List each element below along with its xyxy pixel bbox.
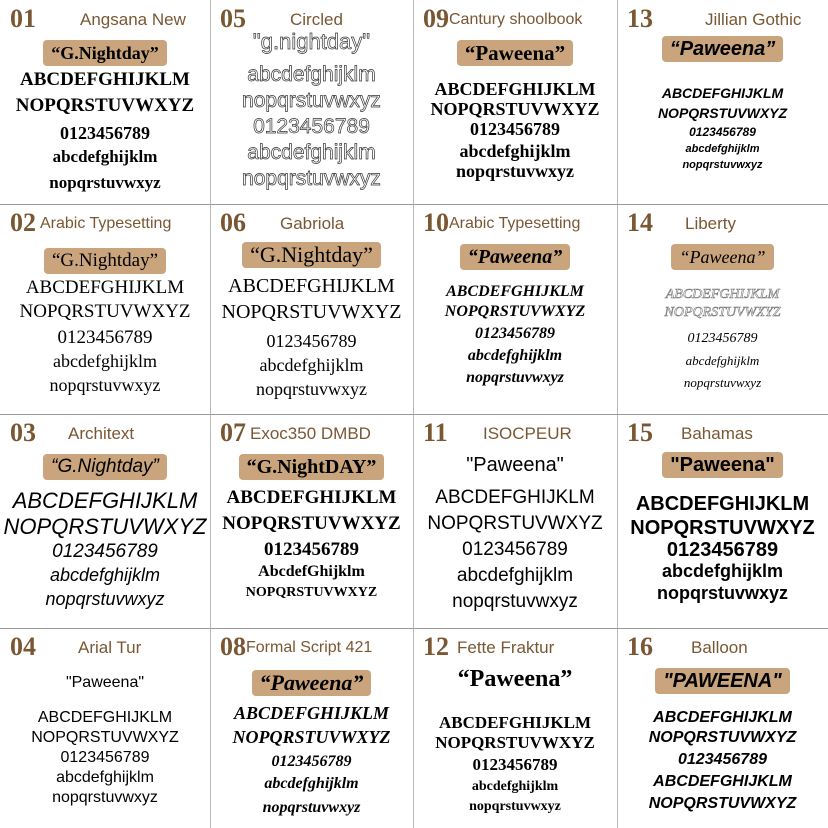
digits-line: 0123456789 [266,331,357,351]
font-sample-cell [617,414,828,628]
uppercase-line-2: NOPQRSTUVWXYZ [221,301,402,323]
uppercase-line-2: nopqrstuvwxyz [242,89,381,112]
digits-line: 0123456789 [666,539,779,561]
font-number: 16 [627,632,653,661]
sample-word: “G.NightDAY” [239,454,385,480]
lowercase-line-2: nopqrstuvwxyz [455,161,575,181]
digits-line: 0123456789 [60,123,150,143]
font-number: 02 [10,208,36,237]
uppercase-line-1: ABCDEFGHIJKLM [446,283,584,300]
uppercase-line-2: NOPQRSTUVWXYZ [648,729,797,746]
font-name: Arabic Typesetting [40,215,172,232]
uppercase-line-1: ABCDEFGHIJKLM [435,487,595,508]
sample-word: "Paweena" [662,452,783,478]
sample-word: “Paweena” [457,40,573,66]
font-number: 07 [220,418,246,447]
sample-word-row [0,454,210,481]
uppercase-line-1: ABCDEFGHIJKLM [25,277,185,298]
uppercase-line-2: NOPQRSTUVWXYZ [444,303,586,320]
lowercase-line-1: abcdefghijklm [259,355,364,375]
lowercase-line-2: nopqrstuvwxyz [52,789,158,806]
font-name: Formal Script 421 [246,639,373,656]
uppercase-line-1: ABCDEFGHIJKLM [37,709,173,726]
lowercase-line-2: NOPQRSTUVWXYZ [648,795,797,812]
digits-line: 0123456789 [264,539,359,560]
sample-word-row [210,670,413,699]
uppercase-line-2: NOPQRSTUVWXYZ [15,95,195,116]
font-sample-cell [617,0,828,204]
font-name: Jillian Gothic [705,10,802,29]
lowercase-line-2: nopqrstuvwxyz [49,375,161,395]
digits-line: 0123456789 [689,125,756,139]
lowercase-line-2: nopqrstuvwxyz [656,583,789,603]
font-name: Gabriola [280,214,345,233]
sample-word-row [617,36,828,64]
font-sample-cell [210,204,413,414]
uppercase-line-2: NOPQRSTUVWXYZ [232,727,391,747]
font-number: 05 [220,4,246,33]
font-number: 10 [423,208,449,237]
lowercase-line-2: nopqrstuvwxyz [242,167,381,190]
lowercase-line-2: nopqrstuvwxyz [45,589,165,609]
lowercase-line-1: abcdefghijklm [685,353,760,368]
uppercase-line-2: NOPQRSTUVWXYZ [3,514,207,539]
font-number: 11 [423,418,448,447]
font-number: 06 [220,208,246,237]
sample-word-row [210,454,413,482]
font-name: Circled [290,10,343,29]
lowercase-line-1: abcdefghijklm [456,565,574,586]
sample-word-row [413,244,617,272]
lowercase-line-1: abcdefghijklm [264,775,359,792]
font-number: 08 [220,632,246,661]
font-number: 15 [627,418,653,447]
digits-line: 0123456789 [687,331,758,346]
uppercase-line-2: NOPQRSTUVWXYZ [427,513,603,534]
sample-word: "PAWEENA" [655,668,790,694]
digits-line: 0123456789 [52,541,158,562]
digits-line: 0123456789 [472,755,558,774]
sample-word: “G.Nightday” [43,454,167,480]
font-sample-cell [0,204,210,414]
uppercase-line-2: NOPQRSTUVWXYZ [657,105,788,121]
font-name: Architext [68,424,135,443]
font-number: 13 [627,4,653,33]
uppercase-line-1: ABCDEFGHIJKLM [438,713,592,732]
sample-word-row [0,672,210,694]
sample-word-row [210,28,413,59]
font-sample-cell [413,204,617,414]
uppercase-line-1: ABCDEFGHIJKLM [20,69,190,90]
font-name: Fette Fraktur [457,638,555,657]
uppercase-line-2: NOPQRSTUVWXYZ [435,733,595,752]
font-sample-cell [413,628,617,828]
uppercase-line-1: ABCDEFGHIJKLM [233,703,390,723]
uppercase-line-2: NOPQRSTUVWXYZ [630,517,815,539]
digits-line: 0123456789 [475,325,555,342]
uppercase-line-1: ABCDEFGHIJKLM [228,275,395,297]
lowercase-line-1: abcdefghijklm [459,141,571,161]
font-sample-cell [0,628,210,828]
sample-word: “Paweena” [457,666,573,692]
sample-word: “G.Nightday” [242,242,381,268]
sample-word-row [210,242,413,271]
font-sample-cell [413,414,617,628]
lowercase-line-2: nopqrstuvwxyz [256,379,367,399]
sample-word-row [617,452,828,480]
font-number: 03 [10,418,36,447]
font-name: Bahamas [681,424,753,443]
lowercase-line-1: abcdefghijklm [685,143,760,155]
font-name: Cantury shoolbook [449,11,583,28]
lowercase-line-2: nopqrstuvwxyz [262,799,361,816]
sample-word-row [0,248,210,275]
font-sample-cell [210,414,413,628]
digits-line: 0123456789 [271,753,352,770]
sample-word: “G.Nightday” [44,248,166,274]
font-name: Angsana New [80,10,186,29]
lowercase-line-1: ABCDEFGHIJKLM [653,773,792,790]
sample-word: “G.Nightday” [43,40,167,66]
font-number: 14 [627,208,653,237]
font-number: 01 [10,4,36,33]
font-sample-cell [0,414,210,628]
lowercase-line-1: AbcdefGhijklm [258,563,365,580]
sample-word-row [617,668,828,696]
digits-line: 0123456789 [57,327,153,348]
font-name: ISOCPEUR [483,424,572,443]
lowercase-line-2: nopqrstuvwxyz [682,159,763,171]
lowercase-line-2: nopqrstuvwxyz [452,591,578,612]
sample-word: “Paweena” [662,36,784,62]
digits-line: 0123456789 [470,119,560,139]
sample-word-row [0,40,210,68]
uppercase-line-1: abcdefghijklm [247,63,376,86]
font-sample-cell [617,628,828,828]
digits-line: 0123456789 [462,539,568,560]
font-number: 04 [10,632,36,661]
digits-line: 0123456789 [253,115,370,138]
lowercase-line-1: abcdefghijklm [52,147,158,166]
uppercase-line-2: NOPQRSTUVWXYZ [19,301,191,322]
lowercase-line-1: abcdefghijklm [247,141,376,164]
lowercase-line-1: abcdefghijklm [53,351,157,371]
lowercase-line-1: abcdefghijklm [661,561,784,581]
font-name: Arabic Typesetting [449,215,581,232]
lowercase-line-1: abcdefghijklm [49,565,161,585]
lowercase-line-2: nopqrstuvwxyz [683,375,762,390]
sample-word: "g.nightday" [252,29,371,54]
font-number: 09 [423,4,449,33]
uppercase-line-1: ABCDEFGHIJKLM [12,488,198,513]
font-name: Liberty [685,214,737,233]
uppercase-line-1: ABCDEFGHIJKLM [434,79,596,99]
uppercase-line-1: ABCDEFGHIJKLM [226,487,397,508]
sample-word: "Paweena" [65,674,145,691]
uppercase-line-1: ABCDEFGHIJKLM [653,709,792,726]
uppercase-line-1: ABCDEFGHIJKLM [665,287,780,302]
uppercase-line-1: ABCDEFGHIJKLM [661,85,784,101]
lowercase-line-1: abcdefghijklm [467,347,563,364]
font-number: 12 [423,632,449,661]
uppercase-line-2: NOPQRSTUVWXYZ [664,305,781,320]
sample-word-row [413,664,617,697]
lowercase-line-2: nopqrstuvwxyz [466,369,564,386]
sample-word: "Paweena" [466,454,564,476]
font-sample-cell [0,0,210,204]
uppercase-line-1: ABCDEFGHIJKLM [635,493,810,515]
lowercase-line-2: NOPQRSTUVWXYZ [245,585,378,600]
font-name: Arial Tur [78,638,142,657]
lowercase-line-1: abcdefghijklm [471,779,559,794]
uppercase-line-2: NOPQRSTUVWXYZ [430,99,600,119]
font-sample-cell [210,628,413,828]
sample-word-row [413,452,617,480]
font-sample-cell [617,204,828,414]
sample-word-row [413,40,617,69]
sample-word: “Paweena” [252,670,372,696]
lowercase-line-2: nopqrstuvwxyz [49,173,161,192]
lowercase-line-1: abcdefghijklm [56,769,154,786]
font-name: Exoc350 DMBD [250,424,371,443]
uppercase-line-2: NOPQRSTUVWXYZ [222,513,401,534]
uppercase-line-2: NOPQRSTUVWXYZ [31,729,179,746]
digits-line: 0123456789 [678,751,767,768]
font-name: Balloon [691,638,748,657]
sample-word: “Paweena” [671,244,773,270]
sample-word-row [617,244,828,272]
sample-word: “Paweena” [460,244,570,270]
font-sample-cell [210,0,413,204]
digits-line: 0123456789 [60,749,150,766]
font-sample-cell [413,0,617,204]
lowercase-line-2: nopqrstuvwxyz [469,799,561,814]
